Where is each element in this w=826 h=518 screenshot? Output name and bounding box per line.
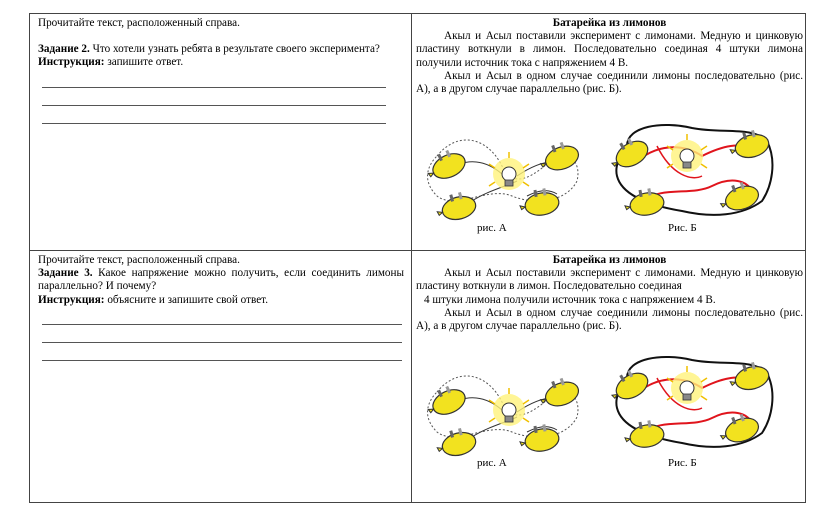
lemon-icon <box>536 138 582 176</box>
caption-fig-a: рис. А <box>477 457 507 469</box>
instruction-label: Инструкция: <box>38 56 105 69</box>
series-lemon-figure-top <box>417 126 597 226</box>
task2-label: Задание 2. <box>38 43 90 56</box>
instruction-label: Инструкция: <box>38 293 105 306</box>
answer-line-3[interactable] <box>42 106 386 124</box>
parallel-lemon-figure-bottom <box>602 348 782 458</box>
caption-fig-a: рис. А <box>477 222 507 234</box>
lightbulb-icon <box>489 388 529 426</box>
answer-line-3[interactable] <box>42 343 402 361</box>
caption-fig-b: Рис. Б <box>668 222 697 234</box>
task3-cell <box>38 254 404 361</box>
read-instruction: Прочитайте текст, расположенный справа. <box>38 17 240 29</box>
task2-instruction <box>38 56 404 69</box>
caption-fig-b: Рис. Б <box>668 457 697 469</box>
text-cell-top <box>416 17 803 96</box>
text-paragraph-2: Акыл и Асыл в одном случае соединили лимоны последовательно (рис. А), а в другом случае параллельно (рис. Б). <box>416 306 803 333</box>
lemon-icon <box>536 374 582 412</box>
lemon-icon <box>623 186 666 218</box>
instruction-text: объясните и запишите свой ответ. <box>104 293 269 306</box>
row-divider <box>30 250 805 251</box>
task3-instruction <box>38 294 404 307</box>
lemon-icon <box>605 133 652 175</box>
series-lemon-figure-bottom <box>417 362 597 462</box>
answer-line-1[interactable] <box>42 70 386 88</box>
text-paragraph-1-cont: 4 штуки лимона получили источник тока с напряжением 4 В. <box>424 293 716 306</box>
task3-text: Какое напряжение можно получить, если соединить лимоны параллельно? И почему? <box>38 267 404 293</box>
column-divider <box>411 14 412 502</box>
task2-cell <box>38 17 404 124</box>
lemon-icon <box>716 178 762 216</box>
text-title: Батарейка из лимонов <box>552 254 667 266</box>
lemon-icon <box>434 425 478 460</box>
lightbulb-icon <box>667 134 707 172</box>
task3-label: Задание 3. <box>38 267 93 280</box>
lemon-icon <box>423 381 469 421</box>
read-instruction: Прочитайте текст, расположенный справа. <box>38 254 240 266</box>
lemon-icon <box>423 145 469 185</box>
lemon-icon <box>716 410 762 448</box>
lightbulb-icon <box>667 366 707 404</box>
task2-question <box>38 43 404 56</box>
text-paragraph-1: Акыл и Асыл поставили эксперимент с лимонами. Медную и цинковую пластину воткнули в лимон. Последовательно соединая <box>416 267 803 293</box>
worksheet-table <box>29 13 806 503</box>
task2-text: Что хотели узнать ребята в результате своего эксперимента? <box>89 43 380 56</box>
text-title: Батарейка из лимонов <box>552 17 667 29</box>
text-cell-bottom <box>416 254 803 333</box>
lemon-icon <box>623 418 666 450</box>
lemon-icon <box>434 189 478 224</box>
answer-line-1[interactable] <box>42 307 402 325</box>
task3-question <box>38 267 404 293</box>
parallel-lemon-figure-top <box>602 116 782 226</box>
answer-line-2[interactable] <box>42 88 386 106</box>
instruction-text: запишите ответ. <box>104 56 184 69</box>
text-paragraph-1: Акыл и Асыл поставили эксперимент с лимонами. Медную и цинковую пластину воткнули в лимон. Последовательно соединая 4 штуки лимона получили источник тока с напряжением 4 В. <box>416 30 803 69</box>
lemon-icon <box>605 365 652 407</box>
answer-line-2[interactable] <box>42 325 402 343</box>
lightbulb-icon <box>489 152 529 190</box>
text-paragraph-2: Акыл и Асыл в одном случае соединили лимоны последовательно (рис. А), а в другом случае параллельно (рис. Б). <box>416 69 803 96</box>
